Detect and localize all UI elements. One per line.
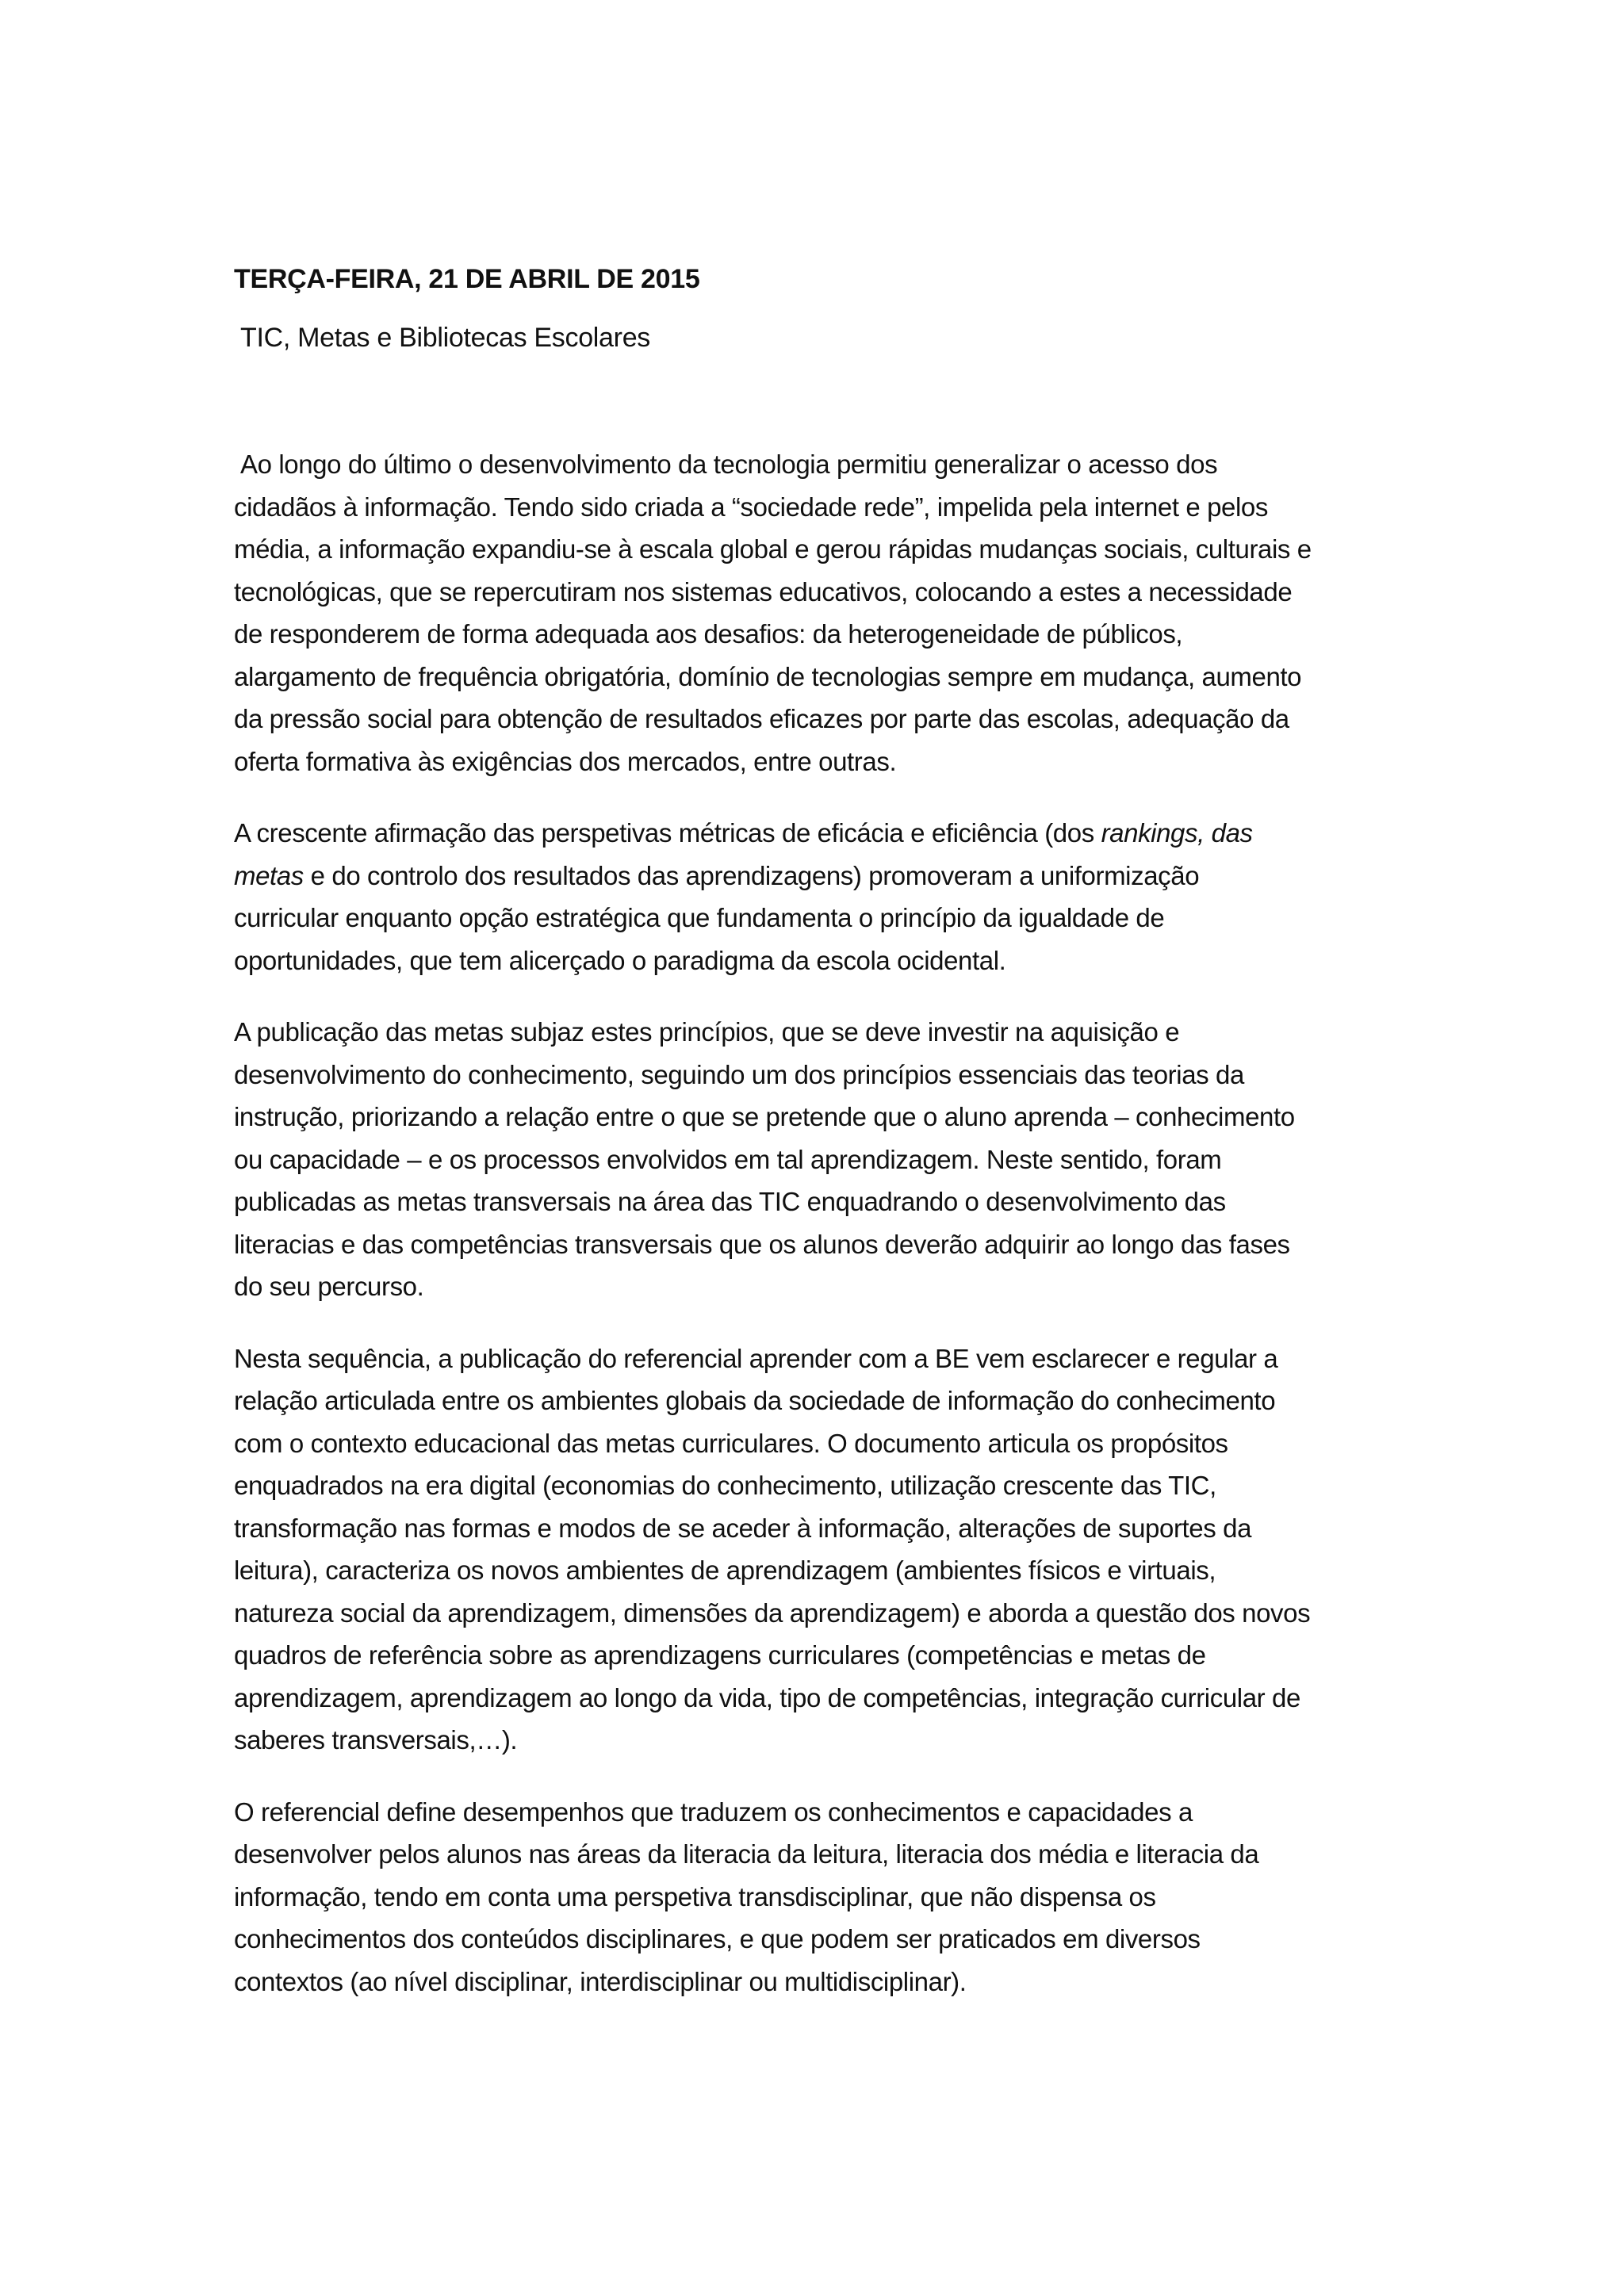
italic-text: rankings, das: [1101, 818, 1253, 848]
paragraph-4: [234, 1337, 1408, 1762]
paragraph-1: [234, 443, 1408, 783]
paragraph-line: contextos (ao nível disciplinar, interdisciplinar ou multidisciplinar).: [234, 1966, 967, 1996]
paragraph-line: Ao longo do último o desenvolvimento da tecnologia permitiu generalizar o acesso dos: [240, 450, 1218, 479]
paragraph-line: leitura), caracteriza os novos ambientes de aprendizagem (ambientes físicos e virtuais,: [234, 1556, 1216, 1585]
paragraph-line: da pressão social para obtenção de resultados eficazes por parte das escolas, adequação da: [234, 704, 1289, 733]
document-body: [234, 258, 1408, 2032]
paragraph-line: curricular enquanto opção estratégica que fundamenta o princípio da igualdade de: [234, 903, 1165, 932]
paragraph-line: desenvolver pelos alunos nas áreas da literacia da leitura, literacia dos média e literacia da: [234, 1839, 1259, 1869]
paragraph-line: tecnológicas, que se repercutiram nos sistemas educativos, colocando a estes a necessidade: [234, 576, 1293, 607]
paragraph-line: cidadãos à informação. Tendo sido criada a “sociedade rede”, impelida pela internet e pelos: [234, 492, 1268, 522]
paragraph-line: instrução, priorizando a relação entre o que se pretende que o aluno aprenda – conhecimento: [234, 1102, 1295, 1131]
paragraph-line: saberes transversais,…).: [234, 1725, 518, 1755]
paragraph-line: A publicação das metas subjaz estes princípios, que se deve investir na aquisição e: [234, 1017, 1180, 1047]
paragraph-line: [234, 812, 1408, 855]
paragraph-line: relação articulada entre os ambientes globais da sociedade de informação do conhecimento: [234, 1386, 1276, 1415]
paragraph-line: do seu percurso.: [234, 1272, 424, 1301]
paragraph-line: quadros de referência sobre as aprendizagens curriculares (competências e metas de: [234, 1640, 1206, 1670]
post-date: TERÇA-FEIRA, 21 DE ABRIL DE 2015: [234, 264, 700, 294]
paragraph-line: publicadas as metas transversais na área das TIC enquadrando o desenvolvimento das: [234, 1187, 1226, 1216]
paragraph-line: alargamento de frequência obrigatória, domínio de tecnologias sempre em mudança, aumento: [234, 661, 1302, 691]
paragraph-line: transformação nas formas e modos de se aceder à informação, alterações de suportes da: [234, 1513, 1252, 1543]
italic-text: metas: [234, 860, 304, 890]
paragraph-line: literacias e das competências transversais que os alunos deverão adquirir ao longo das fases: [234, 1229, 1290, 1259]
post-title: TIC, Metas e Bibliotecas Escolares: [240, 323, 650, 353]
paragraph-line: aprendizagem, aprendizagem ao longo da vida, tipo de competências, integração curricular de: [234, 1682, 1300, 1712]
paragraph-line: Nesta sequência, a publicação do referencial aprender com a BE vem esclarecer e regular a: [234, 1343, 1278, 1373]
paragraph-line: com o contexto educacional das metas curriculares. O documento articula os propósitos: [234, 1428, 1228, 1458]
paragraph-line: desenvolvimento do conhecimento, seguindo um dos princípios essenciais das teorias da: [234, 1059, 1244, 1089]
paragraph-line: média, a informação expandiu-se à escala global e gerou rápidas mudanças sociais, culturais e: [234, 534, 1312, 564]
paragraph-line: oferta formativa às exigências dos mercados, entre outras.: [234, 746, 897, 776]
paragraph-line: ou capacidade – e os processos envolvidos em tal aprendizagem. Neste sentido, foram: [234, 1144, 1222, 1174]
paragraph-line: informação, tendo em conta uma perspetiva transdisciplinar, que não dispensa os: [234, 1881, 1156, 1911]
paragraph-line: O referencial define desempenhos que traduzem os conhecimentos e capacidades a: [234, 1797, 1193, 1827]
paragraph-line: conhecimentos dos conteúdos disciplinares, e que podem ser praticados em diversos: [234, 1924, 1201, 1954]
paragraph-line: de responderem de forma adequada aos desafios: da heterogeneidade de públicos,: [234, 619, 1183, 649]
paragraph-line: natureza social da aprendizagem, dimensões da aprendizagem) e aborda a questão dos novos: [234, 1598, 1311, 1628]
paragraph-5: [234, 1791, 1408, 2003]
paragraph-2: [234, 812, 1408, 982]
text-run: e do controlo dos resultados das aprendizagens) promoveram a uniformização: [303, 860, 1200, 890]
paragraph-line: oportunidades, que tem alicerçado o paradigma da escola ocidental.: [234, 945, 1006, 975]
paragraph-3: [234, 1011, 1408, 1308]
paragraph-line: [234, 855, 1408, 897]
paragraph-line: enquadrados na era digital (economias do conhecimento, utilização crescente das TIC,: [234, 1471, 1216, 1500]
text-run: A crescente afirmação das perspetivas métricas de eficácia e eficiência (dos: [234, 818, 1101, 848]
